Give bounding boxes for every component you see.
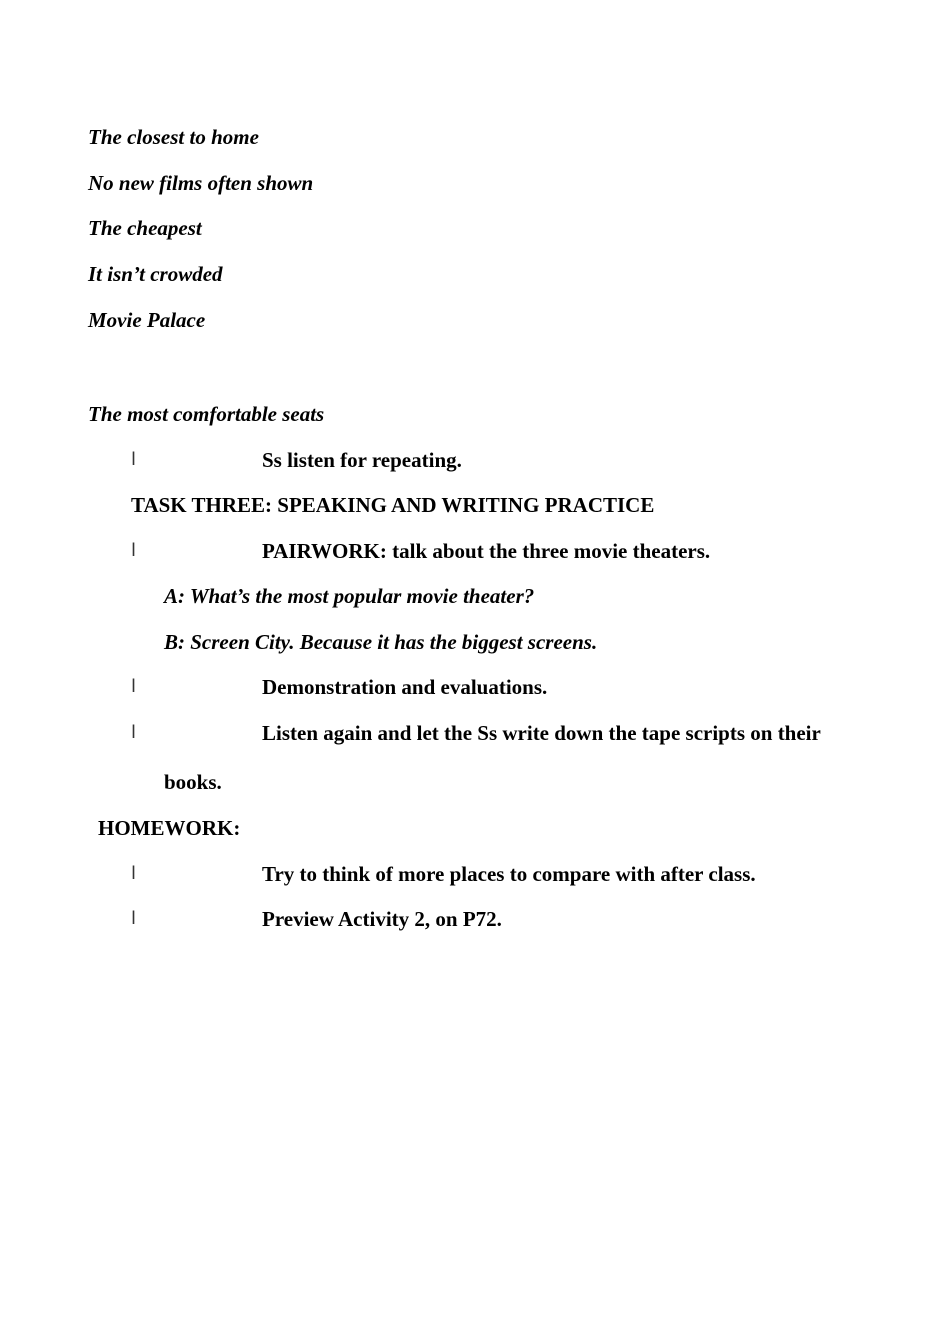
listen-again-step-continued: books. [164,770,222,794]
listen-again-step: Listen again and let the Ss write down the tape scripts on their [262,721,821,745]
note-cheapest: The cheapest [88,216,202,240]
note-closest-to-home: The closest to home [88,125,259,149]
homework-item-compare: Try to think of more places to compare with after class. [262,862,756,886]
task-three-heading: TASK THREE: SPEAKING AND WRITING PRACTICE [131,493,655,517]
bullet-marker: l [131,722,137,743]
pairwork-step: PAIRWORK: talk about the three movie theaters. [262,539,711,563]
bullet-marker: l [131,449,137,470]
bullet-marker: l [131,908,137,929]
bullet-marker: l [131,676,137,697]
note-not-crowded: It isn’t crowded [88,262,223,286]
step-listen-repeating: Ss listen for repeating. [262,448,462,472]
homework-item-preview: Preview Activity 2, on P72. [262,907,502,931]
bullet-marker: l [131,540,137,561]
demonstration-step: Demonstration and evaluations. [262,675,548,699]
homework-heading: HOMEWORK: [98,816,241,840]
note-movie-palace: Movie Palace [88,308,206,332]
dialog-line-b: B: Screen City. Because it has the biggest screens. [164,630,598,654]
note-no-new-films: No new films often shown [88,171,314,195]
note-comfortable-seats: The most comfortable seats [88,402,325,426]
dialog-line-a: A: What’s the most popular movie theater? [164,584,535,608]
bullet-marker: l [131,863,137,884]
